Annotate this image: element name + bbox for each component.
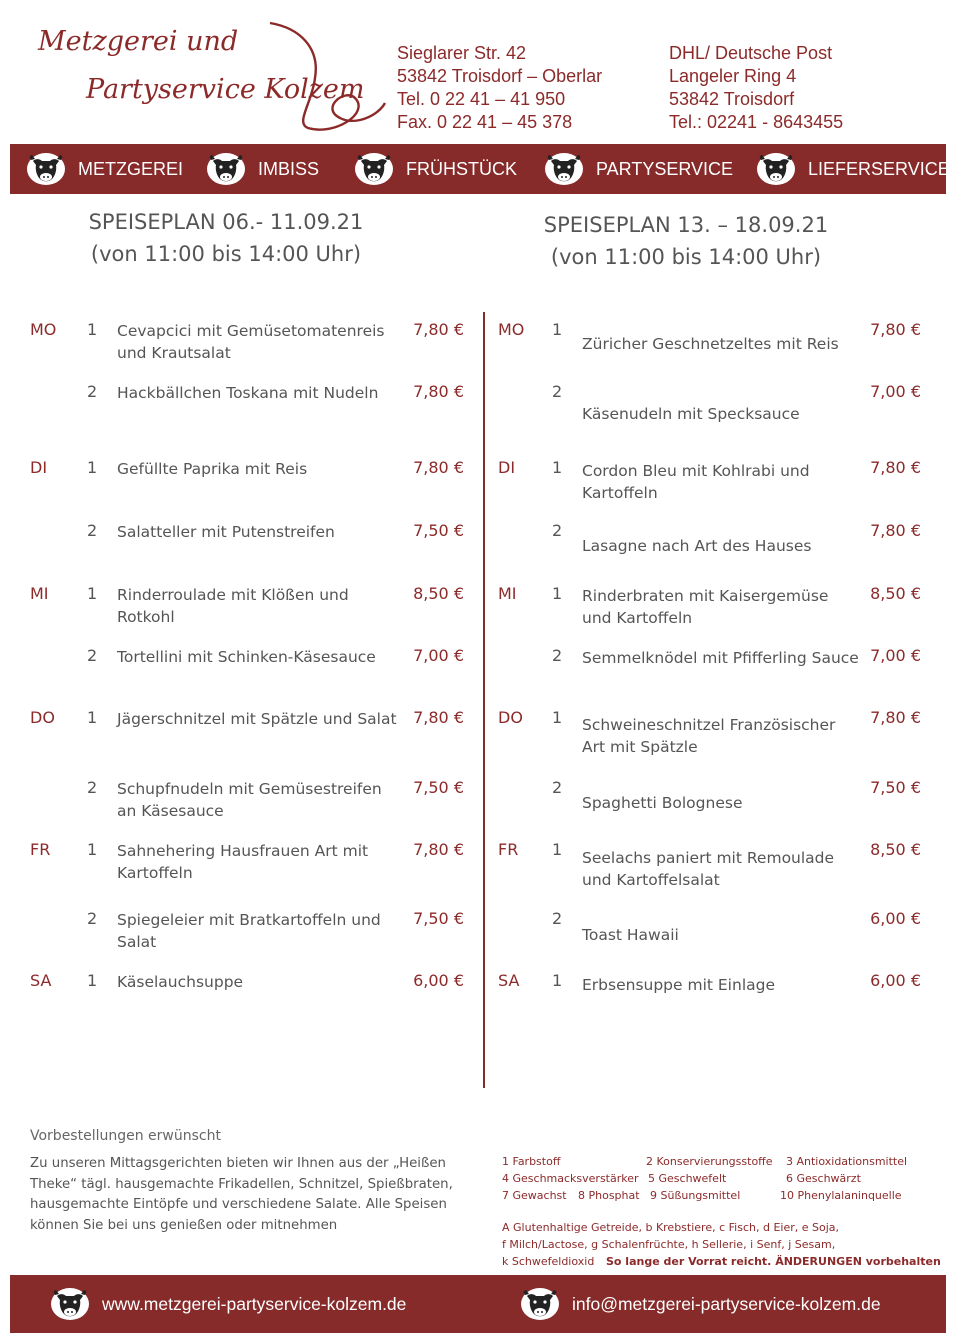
nav-item-label: IMBISS bbox=[258, 158, 320, 179]
nav-item-fruehstueck[interactable] bbox=[354, 144, 517, 194]
email-link[interactable]: info@metzgerei-partyservice-kolzem.de bbox=[572, 1293, 881, 1314]
additive-4: 4 Geschmacksverstärker bbox=[502, 1172, 639, 1185]
dish-number: 2 bbox=[87, 778, 98, 797]
dhl-title: DHL/ Deutsche Post bbox=[669, 43, 833, 63]
dish-number: 2 bbox=[87, 646, 98, 665]
dish-name: Hackbällchen Toskana mit Nudeln bbox=[117, 384, 379, 402]
dish-number: 1 bbox=[87, 320, 98, 339]
dish-number: 2 bbox=[552, 521, 563, 540]
plan-hours: (von 11:00 bis 14:00 Uhr) bbox=[90, 242, 362, 266]
additive-1: 1 Farbstoff bbox=[502, 1155, 561, 1168]
dish-number: 1 bbox=[87, 708, 98, 727]
nav-bar bbox=[10, 144, 950, 194]
cow-head-icon bbox=[520, 1287, 560, 1321]
dish-number: 1 bbox=[552, 708, 563, 727]
dish-price: 7,80 € bbox=[413, 708, 464, 727]
dish-name: Käselauchsuppe bbox=[117, 973, 244, 991]
dish-name: Toast Hawaii bbox=[582, 926, 679, 944]
dish-name: Sahnehering Hausfrauen Art mit Kartoffeln bbox=[117, 842, 369, 882]
day-label: DO bbox=[30, 708, 55, 727]
nav-item-label: METZGEREI bbox=[78, 158, 184, 179]
logo-swirl bbox=[260, 18, 390, 133]
day-label: FR bbox=[30, 840, 51, 859]
shop-fax: Fax. 0 22 41 – 45 378 bbox=[397, 112, 573, 132]
dish-name: Cevapcici mit Gemüsetomatenreis und Krautsalat bbox=[117, 322, 385, 362]
footer-email[interactable] bbox=[520, 1275, 881, 1333]
dish-number: 2 bbox=[87, 521, 98, 540]
additive-2: 2 Konservierungsstoffe bbox=[646, 1155, 773, 1168]
dish-price: 7,80 € bbox=[413, 382, 464, 401]
footer-website[interactable] bbox=[50, 1275, 406, 1333]
dish-price: 7,80 € bbox=[870, 708, 921, 727]
dish-name: Spaghetti Bolognese bbox=[582, 794, 743, 812]
additive-3: 3 Antioxidationsmittel bbox=[786, 1155, 908, 1168]
intro-text: Zu unseren Mittagsgerichten bieten wir Ihnen aus der „Heißen Theke“ tägl. hausgemachte Frikadellen, Schnitzel, Spießbraten, hausgemachte Eintöpfe und verschiedene Salate. Alle Speisen können Sie bei uns genießen oder mitnehmen bbox=[30, 1156, 453, 1233]
additive-9: 9 Süßungsmittel bbox=[650, 1189, 741, 1202]
website-link[interactable]: www.metzgerei-partyservice-kolzem.de bbox=[102, 1293, 407, 1314]
nav-item-label: LIEFERSERVICE bbox=[808, 158, 950, 179]
day-label: MI bbox=[498, 584, 517, 603]
plan-title: SPEISEPLAN 06.- 11.09.21 bbox=[88, 210, 364, 234]
dish-price: 7,00 € bbox=[870, 382, 921, 401]
dish-name: Jägerschnitzel mit Spätzle und Salat bbox=[117, 710, 397, 728]
day-label: SA bbox=[30, 971, 52, 990]
shop-street: Sieglarer Str. 42 bbox=[397, 43, 527, 63]
cow-head-icon bbox=[544, 152, 584, 186]
dish-name: Seelachs paniert mit Remoulade und Kartoffelsalat bbox=[582, 849, 835, 889]
dhl-address bbox=[669, 42, 843, 134]
day-label: MO bbox=[30, 320, 57, 339]
nav-item-label: FRÜHSTÜCK bbox=[406, 158, 517, 179]
dish-price: 7,80 € bbox=[870, 320, 921, 339]
dish-price: 8,50 € bbox=[870, 584, 921, 603]
logo-line-1: Metzgerei und bbox=[38, 26, 239, 57]
additive-6: 6 Geschwärzt bbox=[786, 1172, 861, 1185]
dish-price: 7,50 € bbox=[870, 778, 921, 797]
dish-number: 1 bbox=[552, 458, 563, 477]
dish-name: Lasagne nach Art des Hauses bbox=[582, 537, 812, 555]
dish-number: 2 bbox=[87, 382, 98, 401]
dish-price: 6,00 € bbox=[413, 971, 464, 990]
dish-price: 8,50 € bbox=[413, 584, 464, 603]
day-label: FR bbox=[498, 840, 519, 859]
dhl-city: 53842 Troisdorf bbox=[669, 89, 795, 109]
dish-name: Salatteller mit Putenstreifen bbox=[117, 523, 335, 541]
dish-price: 8,50 € bbox=[870, 840, 921, 859]
dish-name: Erbsensuppe mit Einlage bbox=[582, 976, 775, 994]
dish-number: 1 bbox=[87, 840, 98, 859]
stock-notice: So lange der Vorrat reicht. ÄNDERUNGEN vorbehalten bbox=[606, 1255, 941, 1268]
dish-price: 7,80 € bbox=[413, 458, 464, 477]
dish-name: Rinderroulade mit Klößen und Rotkohl bbox=[117, 586, 349, 626]
dish-number: 2 bbox=[552, 778, 563, 797]
dish-price: 7,80 € bbox=[870, 521, 921, 540]
shop-city: 53842 Troisdorf – Oberlar bbox=[397, 66, 603, 86]
day-label: MO bbox=[498, 320, 525, 339]
allergen-line-3: k Schwefeldioxid bbox=[502, 1255, 595, 1268]
day-label: DI bbox=[30, 458, 48, 477]
dish-number: 1 bbox=[552, 320, 563, 339]
additive-7: 7 Gewachst bbox=[502, 1189, 567, 1202]
day-label: MI bbox=[30, 584, 49, 603]
additive-8: 8 Phosphat bbox=[578, 1189, 640, 1202]
dish-price: 6,00 € bbox=[870, 971, 921, 990]
dish-number: 1 bbox=[552, 840, 563, 859]
plan-hours: (von 11:00 bis 14:00 Uhr) bbox=[550, 245, 822, 269]
dish-number: 2 bbox=[552, 382, 563, 401]
dish-number: 2 bbox=[552, 646, 563, 665]
column-divider bbox=[483, 312, 485, 1088]
preorder-note: Vorbestellungen erwünscht bbox=[30, 1128, 221, 1144]
logo bbox=[30, 18, 390, 133]
nav-item-metzgerei[interactable] bbox=[26, 144, 183, 194]
shop-tel[interactable]: Tel. 0 22 41 – 41 950 bbox=[397, 89, 566, 109]
dish-price: 7,00 € bbox=[870, 646, 921, 665]
allergen-line-1: A Glutenhaltige Getreide, b Krebstiere, c Fisch, d Eier, e Soja, bbox=[502, 1221, 840, 1234]
dish-name: Züricher Geschnetzeltes mit Reis bbox=[582, 335, 839, 353]
additive-10: 10 Phenylalaninquelle bbox=[780, 1189, 902, 1202]
dish-name: Käsenudeln mit Specksauce bbox=[582, 405, 800, 423]
dish-price: 7,80 € bbox=[870, 458, 921, 477]
nav-item-imbiss[interactable] bbox=[206, 144, 319, 194]
dhl-street: Langeler Ring 4 bbox=[669, 66, 797, 86]
dish-number: 1 bbox=[552, 971, 563, 990]
plan-title: SPEISEPLAN 13. – 18.09.21 bbox=[543, 213, 829, 237]
allergen-line-2: f Milch/Lactose, g Schalenfrüchte, h Sellerie, i Senf, j Sesam, bbox=[502, 1238, 836, 1251]
day-label: DO bbox=[498, 708, 523, 727]
dish-number: 2 bbox=[552, 909, 563, 928]
logo-line-2: Partyservice Kolzem bbox=[86, 74, 365, 105]
dish-name: Rinderbraten mit Kaisergemüse und Kartoffeln bbox=[582, 587, 829, 627]
dish-name: Schupfnudeln mit Gemüsestreifen an Käsesauce bbox=[117, 780, 382, 820]
cow-head-icon bbox=[206, 152, 246, 186]
shop-address bbox=[397, 42, 602, 134]
nav-item-label: PARTYSERVICE bbox=[596, 158, 734, 179]
nav-item-lieferservice[interactable] bbox=[756, 144, 950, 194]
day-label: SA bbox=[498, 971, 520, 990]
dhl-tel[interactable]: Tel.: 02241 - 8643455 bbox=[669, 112, 844, 132]
dish-name: Schweineschnitzel Französischer Art mit Spätzle bbox=[582, 716, 836, 756]
dish-price: 7,50 € bbox=[413, 778, 464, 797]
dish-name: Tortellini mit Schinken-Käsesauce bbox=[117, 648, 376, 666]
dish-price: 7,00 € bbox=[413, 646, 464, 665]
plan-header-week-2 bbox=[496, 209, 876, 273]
dish-name: Spiegeleier mit Bratkartoffeln und Salat bbox=[117, 911, 381, 951]
dish-price: 7,50 € bbox=[413, 909, 464, 928]
dish-number: 2 bbox=[87, 909, 98, 928]
dish-price: 7,80 € bbox=[413, 320, 464, 339]
additive-5: 5 Geschwefelt bbox=[648, 1172, 727, 1185]
cow-head-icon bbox=[756, 152, 796, 186]
dish-price: 7,50 € bbox=[413, 521, 464, 540]
dish-name: Cordon Bleu mit Kohlrabi und Kartoffeln bbox=[582, 462, 810, 502]
cow-head-icon bbox=[26, 152, 66, 186]
dish-number: 1 bbox=[87, 584, 98, 603]
nav-item-partyservice[interactable] bbox=[544, 144, 733, 194]
dish-number: 1 bbox=[87, 971, 98, 990]
dish-name: Semmelknödel mit Pfifferling Sauce bbox=[582, 649, 859, 667]
dish-name: Gefüllte Paprika mit Reis bbox=[117, 460, 308, 478]
dish-price: 6,00 € bbox=[870, 909, 921, 928]
day-label: DI bbox=[498, 458, 516, 477]
dish-number: 1 bbox=[87, 458, 98, 477]
footer-bar bbox=[10, 1275, 946, 1333]
dish-number: 1 bbox=[552, 584, 563, 603]
plan-header-week-1 bbox=[36, 206, 416, 270]
cow-head-icon bbox=[354, 152, 394, 186]
cow-head-icon bbox=[50, 1287, 90, 1321]
dish-price: 7,80 € bbox=[413, 840, 464, 859]
